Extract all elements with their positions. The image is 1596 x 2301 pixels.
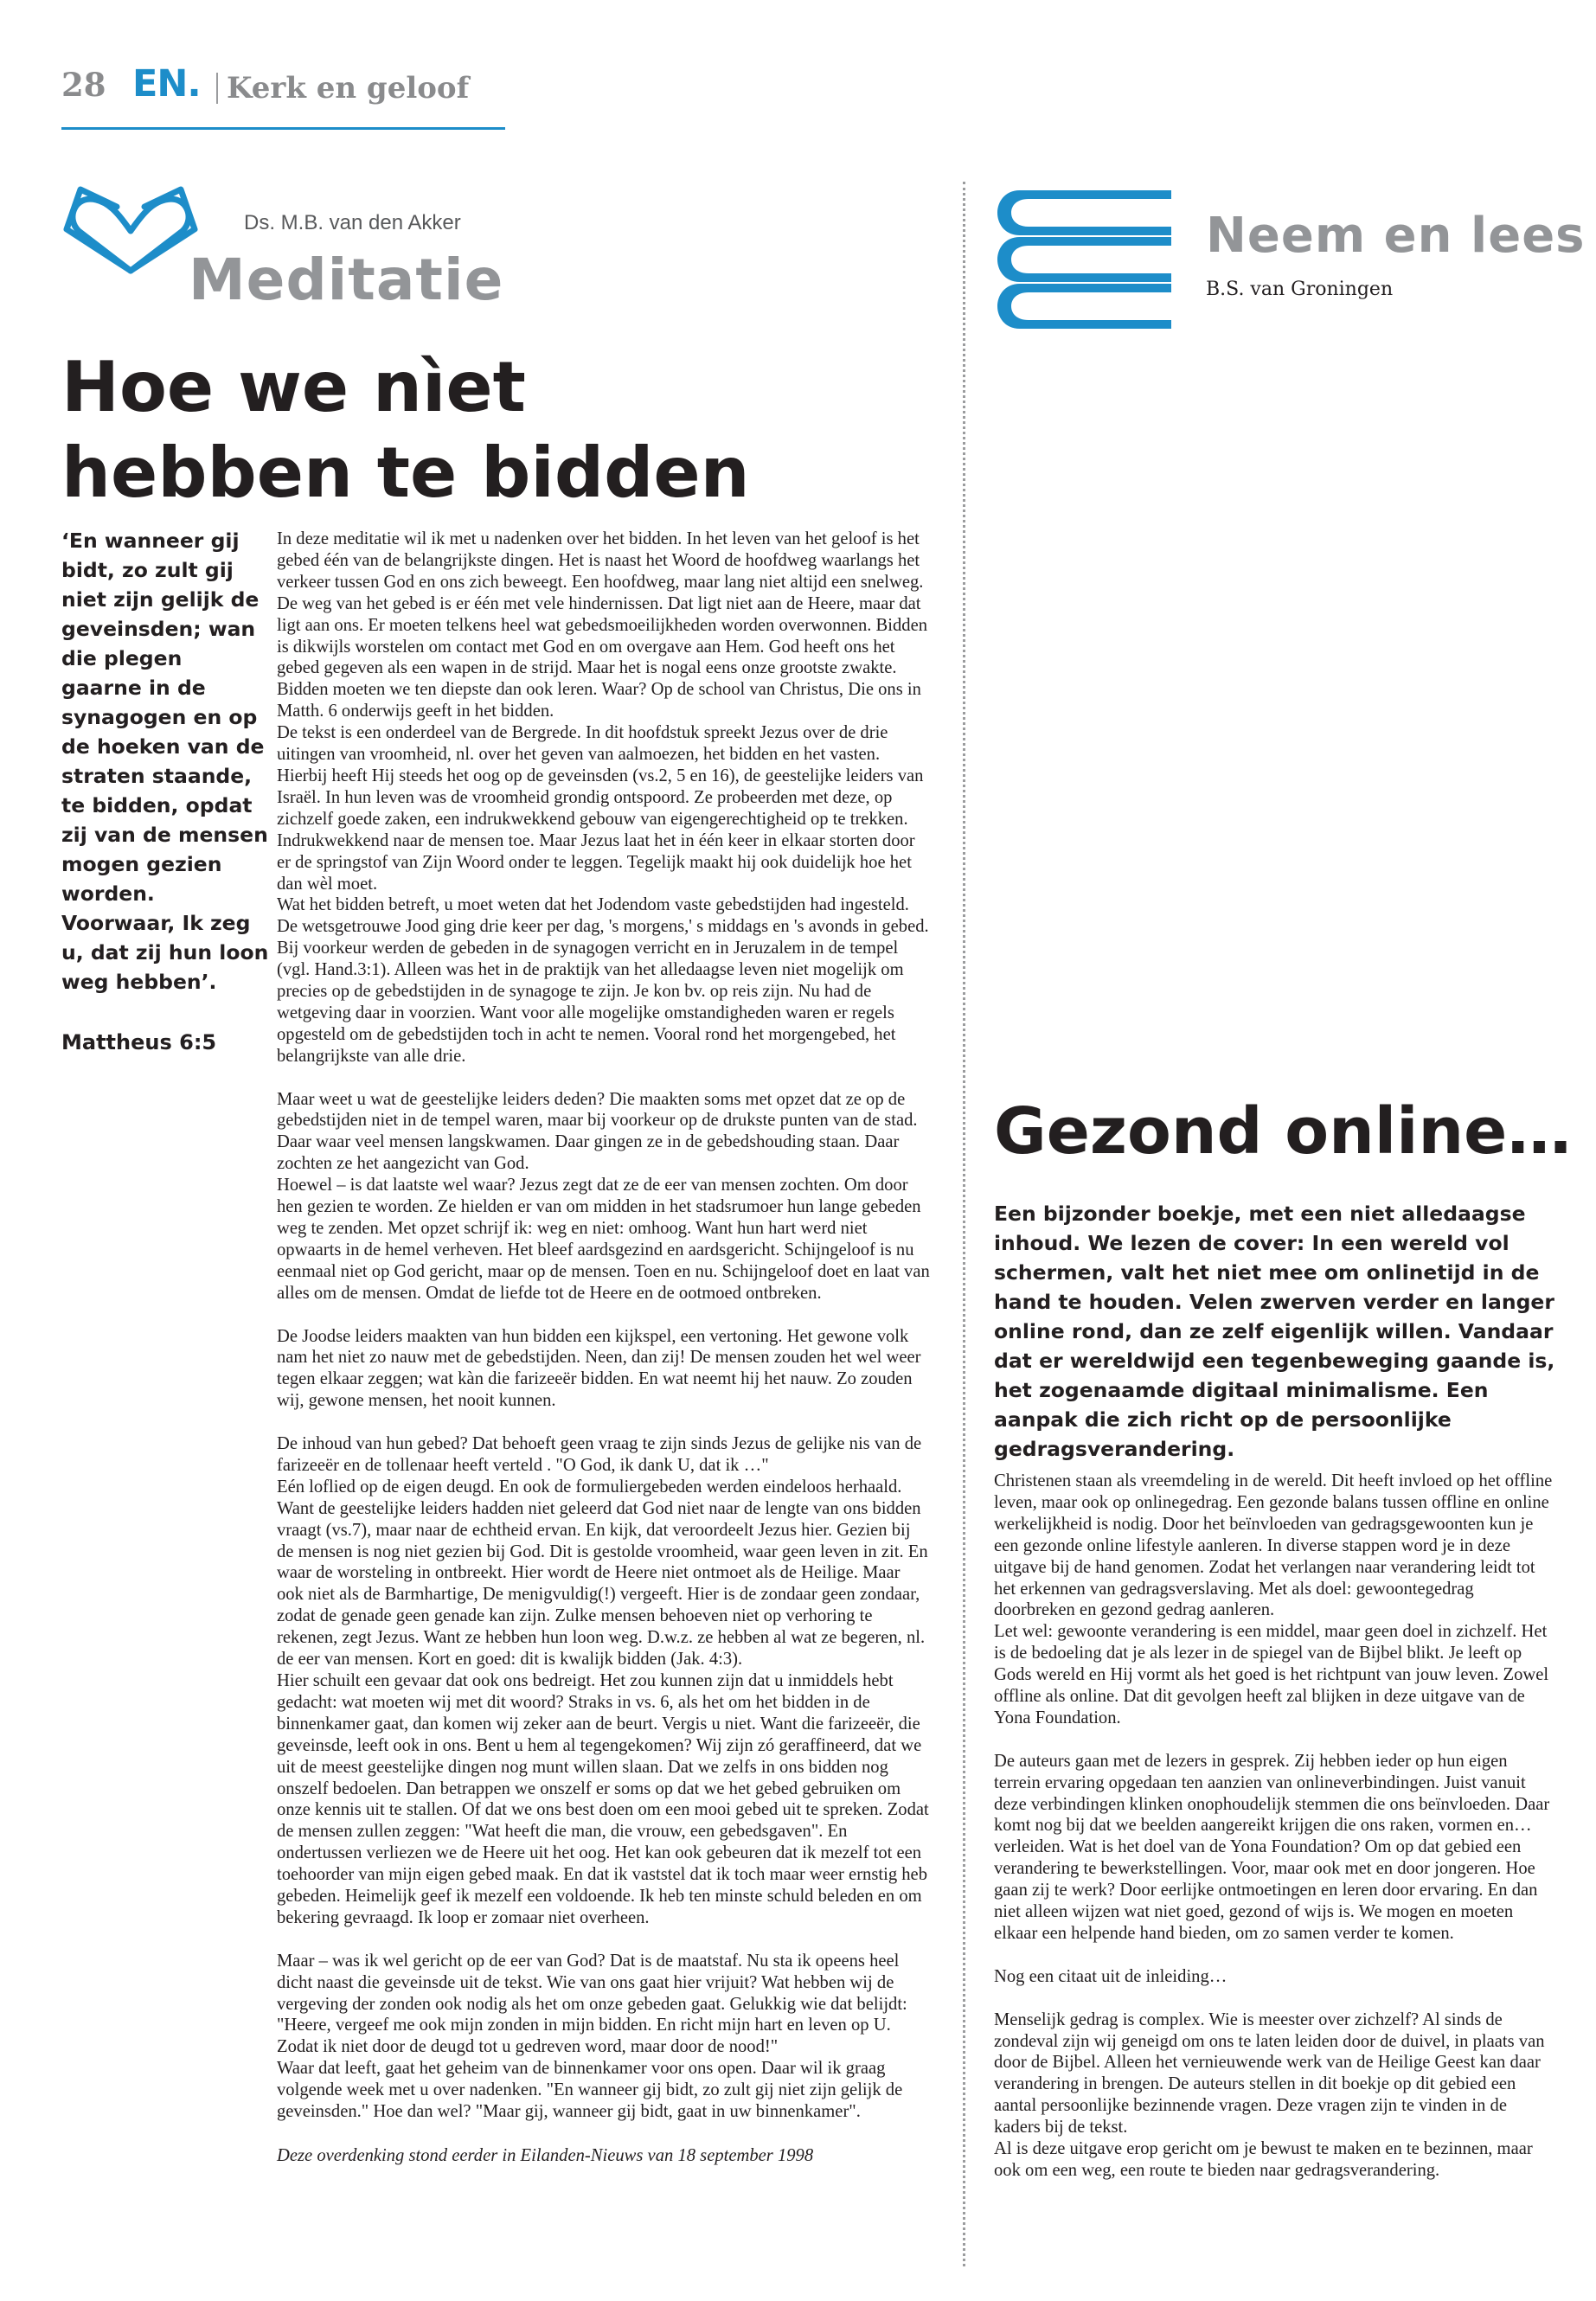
meditation-paragraph-3: De Joodse leiders maakten van hun bidden een kijkspel, een vertoning. Het gewone volk nam het niet zo nauw met de gebedstijden. Neen, dan zij! De mensen zouden het wel weer tegen elkaar zeggen; wat kàn die farizeeër bidden. En wat neemt hij het nauw. Zo zouden wij, gewone mensen, het nooit kunnen. [277, 1326, 921, 1411]
meditation-headline [61, 344, 926, 516]
meditation-paragraph-4: De inhoud van hun gebed? Dat behoeft geen vraag te zijn sinds Jezus de gelijke nis van de farizeeër en de tollenaar heeft verteld . "O God, ik dank U, dat ik …" Eén loflied op de eigen deugd. En ook de formuliergebeden werden eindeloos herhaald. Want de geestelijke leiders hadden niet geleerd dat God niet naar de lengte van ons bidden vraagt (vs.7), maar naar de echtheid ervan. En kijk, dat veroordeelt Jezus hier. Gezien bij de mensen is nog niet gezien bij God. Dit is gestolde vroomheid, waar geen leven in zit. En waar de worsteling in ontbreekt. Hier wordt de Heere niet ontmoet als de Heilige. Maar ook niet als de Barmhartige, De menigvuldig(!) vergeeft. Hier is de zondaar geen zondaar, zodat de genade geen genade kan zijn. Zulke mensen behoeven niet op verhoring te rekenen, zegt Jezus. Want ze hebben hun loon weg. D.w.z. ze hebben al wat ze begeren, nl. de eer van mensen. Kort en goed: dit is kwalijk bidden (Jak. 4:3). Hier schuilt een gevaar dat ook ons bedreigt. Het zou kunnen zijn dat u inmiddels hebt gedacht: wat moeten wij met dit woord? Straks in vs. 6, als het om het bidden in de binnenkamer gaat, dan komen wij zeker aan de beurt. Vergis u niet. Want die farizeeër, die geveinsde, leeft ook in ons. Bent u hem al tegengekomen? Wij zijn zó geraffineerd, dat we uit de meest geestelijke dingen nog munt willen slaan. Dat we zelfs in ons bidden nog onszelf bedoelen. Dan betrappen we onszelf er soms op dat we het gebed gebruiken om onze kennis uit te stallen. Of dat we ons best doen om een mooi gebed uit te spreken. Zodat de mensen zullen zeggen: "Wat heeft die man, die vrouw, een gebedsgaven". En ondertussen verliezen we de Heere uit het oog. Het kan ook gebeuren dat ik mezelf tot een toehoorder van mijn eigen gebed maak. En dat ik vaststel dat ik toch maar weer ernstig heb gebeden. Heimelijk geef ik mezelf een voldoende. Ik heb ten minste schuld beleden en om bekering gevraagd. Ik loop er zomaar niet overheen. [277, 1434, 929, 1927]
headline-line-1: Hoe we nìet [61, 347, 526, 427]
review-body [994, 1471, 1556, 2203]
page-number: 28 [61, 66, 106, 104]
header-rule [61, 127, 505, 130]
review-author: B.S. van Groningen [1206, 279, 1394, 300]
headline-line-2: hebben te bidden [61, 433, 750, 513]
review-intro: Een bijzonder boekje, met een niet alledaagse inhoud. We lezen de cover: In een wereld vol schermen, valt het niet mee om onlinetijd in de hand te houden. Velen zwerven verder en langer online rond, dan ze zelf eigenlijk willen. Vandaar dat er wereldwijd een tegenbeweging gaande is, het zogenaamde digitaal minimalisme. Een aanpak die zich richt op de persoonlijke gedragsverandering. [994, 1202, 1555, 1461]
brand-logo: EN. [132, 62, 201, 106]
column-divider [963, 182, 965, 2266]
open-book-heart-icon [61, 177, 200, 281]
bible-quote: ‘En wanneer gij bidt, zo zult gij niet zijn gelijk de geveinsden; wan die plegen gaarne in de synagogen en op de hoeken van de straten staande, te bidden, opdat zij van de mensen mogen gezien worden. Voorwaar, Ik zeg u, dat zij hun loon weg hebben’. [61, 529, 269, 994]
meditation-body [277, 529, 930, 2189]
review-headline: Gezond online… [994, 1094, 1572, 1169]
meditation-paragraph-2: Maar weet u wat de geestelijke leiders deden? Die maakten soms met opzet dat ze op de gebedstijden niet in de tempel waren, maar bij voorkeur op de drukste punten van de stad. Daar waar veel mensen langskwamen. Daar gingen ze in de gebedshouding staan. Daar zochten ze het aangezicht van God. Hoewel – is dat laatste wel waar? Jezus zegt dat ze de eer van mensen zochten. Om door hen gezien te worden. Ze hielden er van om midden in het stadsrumoer hun lange gebeden weg te zenden. Met opzet schrijf ik: weg en niet: omhoog. Want hun hart werd niet opwaarts in de hemel verheven. Het bleef aardsgezind en aardsgericht. Schijngeloof is nu eenmaal niet op God gericht, maar op de mensen. Toen en nu. Schijngeloof doet en laat van alles om de mensen. Omdat de liefde tot de Heere en de ootmoed ontbreken. [277, 1089, 930, 1303]
meditation-kicker: Meditatie [189, 247, 504, 313]
section-title: Kerk en geloof [227, 71, 470, 106]
meditation-paragraph-5: Maar – was ik wel gericht op de eer van God? Dat is de maatstaf. Nu sta ik opeens heel dicht naast die geveinsde uit de tekst. Wie van ons gaat hier vrijuit? Wat hebben wij de vergeving der zonden ook nodig als het om onze gebeden gaat. Gelukkig wie dat belijdt: "Heere, vergeef me ook mijn zonden in mijn bidden. En richt mijn hart en leven op U. Zodat ik niet door de deugd tot u gedreven word, maar door de nood!" Waar dat leeft, gaat het geheim van de binnenkamer voor ons open. Daar wil ik graag volgende week met u over nadenken. "En wanneer gij bidt, zo zult gij niet zijn gelijk de geveinsden." Hoe dan wel? "Maar gij, wanneer gij bidt, gaat in uw binnenkamer". [277, 1951, 907, 2122]
source-note: Deze overdenking stond eerder in Eilanden-Nieuws van 18 september 1998 [277, 2146, 814, 2165]
stacked-books-icon [994, 183, 1193, 330]
review-paragraph-2: De auteurs gaan met de lezers in gesprek. Zij hebben ieder op hun eigen terrein ervaring opgedaan ten aanzien van onlineverbindingen. Juist vanuit deze verbindingen klinken onophoudelijk stemmen die ons beïnvloeden. Daar komt nog bij dat we beelden aangereikt krijgen die ons raken, vormen en… verleiden. Wat is het doel van de Yona Foundation? Om op dat gebied een verandering te bewerkstellingen. Voor, maar ook met en door jongeren. Hoe gaan zij te werk? Door eerlijke ontmoetingen en leren door ervaring. En dan niet alleen wijzen wat niet goed, gezond of wijs is. We mogen en moeten elkaar een helpende hand bieden, om zo samen verder te komen. [994, 1751, 1550, 1944]
review-paragraph-3: Nog een citaat uit de inleiding… [994, 1966, 1227, 1986]
meditation-author: Ds. M.B. van den Akker [244, 211, 461, 234]
meditation-paragraph-1: In deze meditatie wil ik met u nadenken over het bidden. In het leven van het geloof is het gebed één van de belangrijkste dingen. Het is naast het Woord de hoofdweg waarlangs het verkeer tussen God en ons zich beweegt. Een hoofdweg, maar lang niet altijd een snelweg. De weg van het gebed is er één met vele hindernissen. Dat ligt niet aan de Heere, maar dat ligt aan ons. Er moeten telkens heel wat gebedsmoeilijkheden worden overwonnen. Bidden is dikwijls worstelen om contact met God en om overgave aan Hem. God heeft ons het gebed gegeven als een wapen in de strijd. Maar het is nogal eens onze grootste zwakte. Bidden moeten we ten diepste dan ook leren. Waar? Op de school van Christus, Die ons in Matth. 6 onderwijs geeft in het bidden. De tekst is een onderdeel van de Bergrede. In dit hoofdstuk spreekt Jezus over de drie uitingen van vroomheid, nl. over het geven van aalmoezen, het bidden en het vasten. Hierbij heeft Hij steeds het oog op de geveinsden (vs.2, 5 en 16), de geestelijke leiders van Israël. In hun leven was de vroomheid grondig ontspoord. Ze probeerden met deze, op zichzelf goede zaken, een indrukwekkend gebouw van eigengerechtigheid op te trekken. Indrukwekkend naar de mensen toe. Maar Jezus laat het in één keer in elkaar storten door er de springstof van Zijn Woord onder te leggen. Tegelijk maakt hij ook duidelijk hoe het dan wèl moet. Wat het bidden betreft, u moet weten dat het Jodendom vaste gebedstijden had ingesteld. De wetsgetrouwe Jood ging drie keer per dag, 's morgens,' s middags en 's avonds in gebed. Bij voorkeur werden de gebeden in de synagogen verricht en in Jeruzalem in de tempel (vgl. Hand.3:1). Alleen was het in de praktijk van het alledaagse leven niet mogelijk om precies op de gebedstijden in de synagoge te zijn. Je kon bv. op reis zijn. Nu had de wetgeving daar in voorzien. Want voor alle mogelijke omstandigheden waren er regels opgesteld om de gebedstijden toch in acht te nemen. Vooral rond het morgengebed, het belangrijkste van alle drie. [277, 529, 929, 1066]
header-separator [216, 73, 218, 104]
bible-quote-reference: Mattheus 6:5 [61, 1030, 217, 1054]
review-paragraph-4: Menselijk gedrag is complex. Wie is meester over zichzelf? Al sinds de zondeval zijn wij geneigd om ons te laten leiden door de duivel, in plaats van door de Bijbel. Alleen het vernieuwende werk van de Heilige Geest kan daar verandering in brengen. De auteurs stellen in dit boekje op dit gebied een aantal persoonlijke bezinnende vragen. Deze vragen zijn te vinden in de kaders bij de tekst. Al is deze uitgave erop gericht om je bewust te maken en te bezinnen, maar ook om een weg, een route te bieden naar gedragsverandering. [994, 2009, 1545, 2180]
review-kicker: Neem en lees [1206, 208, 1586, 264]
review-paragraph-1: Christenen staan als vreemdeling in de wereld. Dit heeft invloed op het offline leven, maar ook op onlinegedrag. Een gezonde balans tussen offline en online werkelijkheid is nodig. Door het beïnvloeden van gedragsgewoonten kun je een gezonde online lifestyle aanleren. In diverse stappen word je in deze uitgave bij de hand genomen. Zodat het verlangen naar verandering leidt tot het erkennen van gedragsverslaving. Met als doel: gewoontegedrag doorbreken en gezond gedrag aanleren. Let wel: gewoonte verandering is een middel, maar geen doel in zichzelf. Het is de bedoeling dat je als lezer in de spiegel van de Bijbel blikt. Je leeft op Gods wereld en Hij vormt als het goed is het richtpunt van jouw leven. Zowel offline als online. Dat dit gevolgen heeft zal blijken in deze uitgave van de Yona Foundation. [994, 1471, 1553, 1727]
